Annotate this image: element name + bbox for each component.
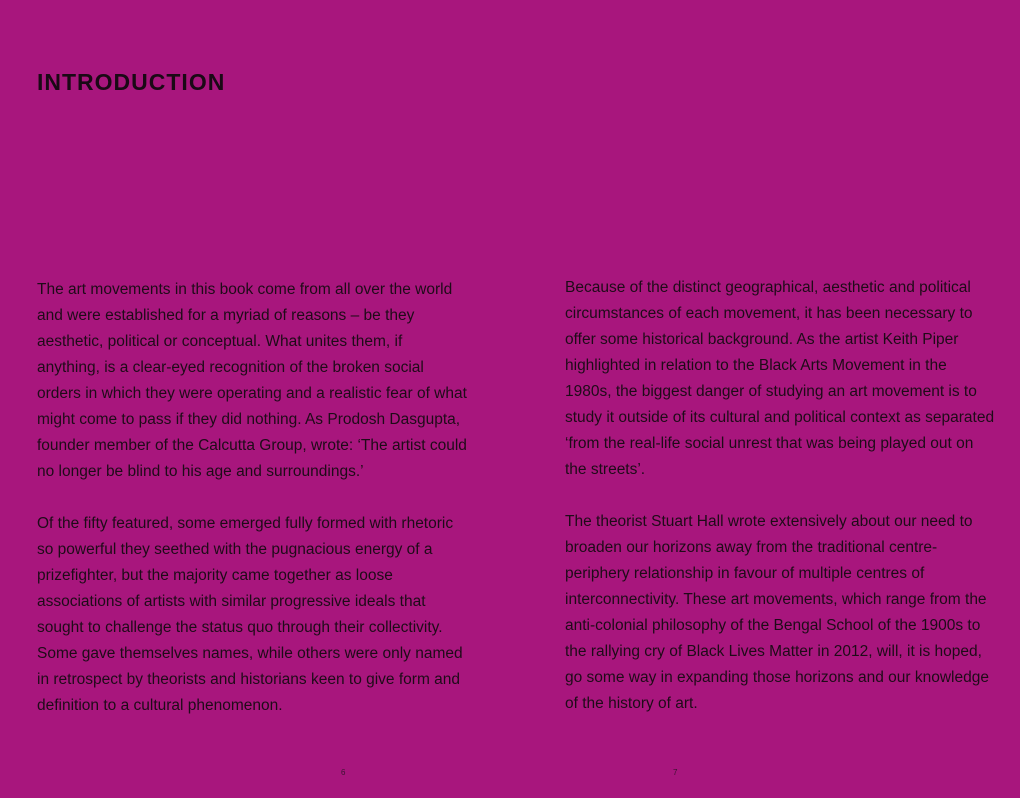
right-paragraph-1: Because of the distinct geographical, aesthetic and political circumstances of each movement, it has been necessary to offer some historical background. As the artist Keith Piper highlighted in relation to the Black Arts Movement in the 1980s, the biggest danger of studying an art movement is to study it outside of its cultural and political context as separated ‘from the real-life social unrest that was being played out on the streets’. bbox=[565, 279, 995, 478]
left-paragraph-2: Of the fifty featured, some emerged fully formed with rhetoric so powerful they seethed with the pugnacious energy of a prizefighter, but the majority came together as loose associations of artists with similar progressive ideals that sought to challenge the status quo through their collectivity. Some gave themselves names, while others were only named in retrospect by theorists and historians keen to give form and definition to a cultural phenomenon. bbox=[37, 515, 463, 714]
right-page-body bbox=[565, 275, 995, 743]
right-page-number: 7 bbox=[673, 768, 678, 777]
right-paragraph-2: The theorist Stuart Hall wrote extensively about our need to broaden our horizons away from the traditional centre-periphery relationship in favour of multiple centres of interconnectivity. These art movements, which range from the anti-colonial philosophy of the Bengal School of the 1900s to the rallying cry of Black Lives Matter in 2012, will, it is hoped, go some way in expanding those horizons and our knowledge of the history of art. bbox=[565, 513, 989, 712]
left-page-body bbox=[37, 277, 467, 745]
left-paragraph-1: The art movements in this book come from all over the world and were established for a myriad of reasons – be they aesthetic, political or conceptual. What unites them, if anything, is a clear-eyed recognition of the broken social orders in which they were operating and a realistic fear of what might come to pass if they did nothing. As Prodosh Dasgupta, founder member of the Calcutta Group, wrote: ‘The artist could no longer be blind to his age and surroundings.’ bbox=[37, 281, 467, 480]
page-heading: INTRODUCTION bbox=[37, 69, 226, 95]
left-page-number: 6 bbox=[341, 768, 346, 777]
